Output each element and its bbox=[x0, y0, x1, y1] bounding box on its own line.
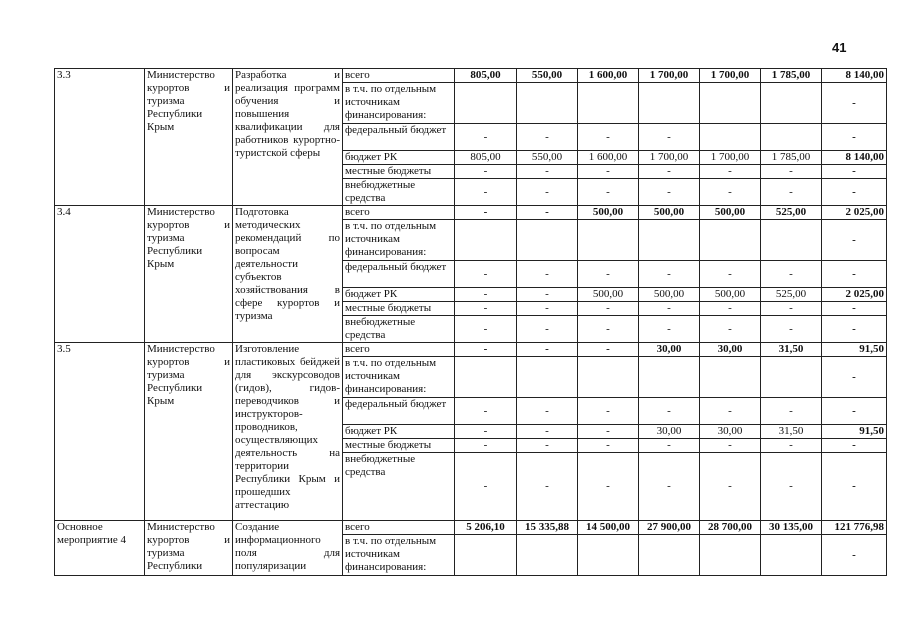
funding-source-cell: в т.ч. по отдельным источникам финансирования: bbox=[343, 83, 455, 124]
funding-source-cell: местные бюджеты bbox=[343, 439, 455, 453]
year-value-cell: - bbox=[517, 398, 578, 425]
total-value-cell: 2 025,00 bbox=[822, 288, 887, 302]
year-value-cell: 5 206,10 bbox=[455, 521, 517, 535]
year-value-cell bbox=[761, 220, 822, 261]
executor-cell: Министерство курортов и туризма Республики Крым bbox=[145, 206, 233, 343]
year-value-cell: - bbox=[455, 288, 517, 302]
funding-source-cell: внебюджетные средства bbox=[343, 453, 455, 521]
year-value-cell: - bbox=[578, 302, 639, 316]
year-value-cell: 1 700,00 bbox=[700, 69, 761, 83]
year-value-cell: - bbox=[639, 439, 700, 453]
year-value-cell bbox=[455, 83, 517, 124]
year-value-cell bbox=[700, 83, 761, 124]
year-value-cell: - bbox=[455, 316, 517, 343]
funding-source-cell: всего bbox=[343, 206, 455, 220]
total-value-cell: - bbox=[822, 179, 887, 206]
year-value-cell: 500,00 bbox=[700, 206, 761, 220]
row-code-cell: Основное мероприятие 4 bbox=[55, 521, 145, 576]
funding-source-cell: местные бюджеты bbox=[343, 302, 455, 316]
total-value-cell: - bbox=[822, 261, 887, 288]
year-value-cell: - bbox=[455, 165, 517, 179]
table-row bbox=[55, 206, 887, 220]
budget-table-body bbox=[55, 69, 887, 576]
total-value-cell: - bbox=[822, 165, 887, 179]
total-value-cell: - bbox=[822, 316, 887, 343]
total-value-cell: - bbox=[822, 357, 887, 398]
year-value-cell: 550,00 bbox=[517, 151, 578, 165]
year-value-cell bbox=[517, 357, 578, 398]
year-value-cell: 30 135,00 bbox=[761, 521, 822, 535]
year-value-cell bbox=[761, 357, 822, 398]
year-value-cell: 30,00 bbox=[700, 343, 761, 357]
activity-cell: Изготовление пластиковых бейджей для экскурсоводов (гидов), гидов-переводчиков и инструкторов-проводников, осуществляющих деятельность на территории Республики Крым и прошедших аттестацию bbox=[233, 343, 343, 521]
year-value-cell: 1 785,00 bbox=[761, 151, 822, 165]
year-value-cell: 805,00 bbox=[455, 69, 517, 83]
year-value-cell: - bbox=[700, 179, 761, 206]
activity-cell: Разработка и реализация программ обучения и повышения квалификации для работников курортно-туристской сферы bbox=[233, 69, 343, 206]
total-value-cell: 8 140,00 bbox=[822, 69, 887, 83]
year-value-cell: - bbox=[455, 206, 517, 220]
table-row bbox=[55, 69, 887, 83]
funding-source-cell: федеральный бюджет bbox=[343, 261, 455, 288]
year-value-cell: 550,00 bbox=[517, 69, 578, 83]
year-value-cell: - bbox=[455, 179, 517, 206]
year-value-cell bbox=[700, 535, 761, 576]
year-value-cell: - bbox=[700, 439, 761, 453]
year-value-cell: - bbox=[517, 302, 578, 316]
year-value-cell: 500,00 bbox=[639, 288, 700, 302]
year-value-cell: 500,00 bbox=[700, 288, 761, 302]
row-code-cell: 3.4 bbox=[55, 206, 145, 343]
budget-table bbox=[54, 68, 887, 576]
year-value-cell: - bbox=[761, 398, 822, 425]
executor-cell: Министерство курортов и туризма Республики bbox=[145, 521, 233, 576]
row-code-cell: 3.5 bbox=[55, 343, 145, 521]
year-value-cell: 28 700,00 bbox=[700, 521, 761, 535]
year-value-cell: - bbox=[578, 453, 639, 521]
table-row bbox=[55, 343, 887, 357]
year-value-cell: 31,50 bbox=[761, 343, 822, 357]
year-value-cell: - bbox=[639, 398, 700, 425]
funding-source-cell: местные бюджеты bbox=[343, 165, 455, 179]
year-value-cell: - bbox=[639, 165, 700, 179]
total-value-cell: 2 025,00 bbox=[822, 206, 887, 220]
executor-cell: Министерство курортов и туризма Республики Крым bbox=[145, 343, 233, 521]
year-value-cell: - bbox=[455, 453, 517, 521]
total-value-cell: - bbox=[822, 439, 887, 453]
year-value-cell bbox=[700, 124, 761, 151]
year-value-cell bbox=[761, 535, 822, 576]
year-value-cell bbox=[578, 220, 639, 261]
year-value-cell: 525,00 bbox=[761, 206, 822, 220]
year-value-cell bbox=[455, 357, 517, 398]
year-value-cell: - bbox=[517, 124, 578, 151]
funding-source-cell: бюджет РК bbox=[343, 425, 455, 439]
year-value-cell bbox=[455, 535, 517, 576]
total-value-cell: 121 776,98 bbox=[822, 521, 887, 535]
year-value-cell: - bbox=[700, 453, 761, 521]
funding-source-cell: бюджет РК bbox=[343, 288, 455, 302]
year-value-cell: - bbox=[578, 165, 639, 179]
year-value-cell: - bbox=[578, 124, 639, 151]
year-value-cell bbox=[761, 83, 822, 124]
year-value-cell: - bbox=[517, 179, 578, 206]
page-number: 41 bbox=[832, 40, 847, 55]
year-value-cell: - bbox=[700, 165, 761, 179]
year-value-cell: - bbox=[639, 179, 700, 206]
funding-source-cell: всего bbox=[343, 69, 455, 83]
year-value-cell: - bbox=[455, 425, 517, 439]
year-value-cell: 1 600,00 bbox=[578, 151, 639, 165]
funding-source-cell: в т.ч. по отдельным источникам финансирования: bbox=[343, 357, 455, 398]
funding-source-cell: внебюджетные средства bbox=[343, 179, 455, 206]
year-value-cell: 1 600,00 bbox=[578, 69, 639, 83]
year-value-cell: 14 500,00 bbox=[578, 521, 639, 535]
year-value-cell: 15 335,88 bbox=[517, 521, 578, 535]
year-value-cell: - bbox=[639, 453, 700, 521]
year-value-cell: - bbox=[578, 316, 639, 343]
year-value-cell bbox=[455, 220, 517, 261]
total-value-cell: - bbox=[822, 302, 887, 316]
year-value-cell: - bbox=[700, 261, 761, 288]
year-value-cell: 30,00 bbox=[700, 425, 761, 439]
total-value-cell: - bbox=[822, 124, 887, 151]
year-value-cell bbox=[700, 357, 761, 398]
year-value-cell bbox=[578, 535, 639, 576]
year-value-cell: - bbox=[517, 165, 578, 179]
year-value-cell: - bbox=[639, 316, 700, 343]
funding-source-cell: в т.ч. по отдельным источникам финансирования: bbox=[343, 535, 455, 576]
year-value-cell: 500,00 bbox=[578, 206, 639, 220]
executor-cell: Министерство курортов и туризма Республики Крым bbox=[145, 69, 233, 206]
year-value-cell bbox=[639, 535, 700, 576]
total-value-cell: - bbox=[822, 398, 887, 425]
year-value-cell: 27 900,00 bbox=[639, 521, 700, 535]
total-value-cell: 91,50 bbox=[822, 343, 887, 357]
year-value-cell: - bbox=[578, 398, 639, 425]
year-value-cell: - bbox=[455, 343, 517, 357]
year-value-cell bbox=[578, 357, 639, 398]
year-value-cell: - bbox=[455, 302, 517, 316]
year-value-cell: 30,00 bbox=[639, 425, 700, 439]
year-value-cell: - bbox=[517, 261, 578, 288]
year-value-cell: - bbox=[761, 453, 822, 521]
year-value-cell: - bbox=[578, 179, 639, 206]
year-value-cell: 1 700,00 bbox=[639, 69, 700, 83]
year-value-cell: - bbox=[761, 165, 822, 179]
year-value-cell: - bbox=[578, 439, 639, 453]
year-value-cell: 1 700,00 bbox=[700, 151, 761, 165]
year-value-cell: 30,00 bbox=[639, 343, 700, 357]
funding-source-cell: всего bbox=[343, 521, 455, 535]
year-value-cell: - bbox=[700, 398, 761, 425]
year-value-cell: - bbox=[455, 261, 517, 288]
year-value-cell: 500,00 bbox=[578, 288, 639, 302]
total-value-cell: 8 140,00 bbox=[822, 151, 887, 165]
total-value-cell: - bbox=[822, 83, 887, 124]
year-value-cell: - bbox=[761, 179, 822, 206]
funding-source-cell: в т.ч. по отдельным источникам финансирования: bbox=[343, 220, 455, 261]
year-value-cell: - bbox=[578, 261, 639, 288]
funding-source-cell: бюджет РК bbox=[343, 151, 455, 165]
year-value-cell: 500,00 bbox=[639, 206, 700, 220]
table-row bbox=[55, 521, 887, 535]
year-value-cell bbox=[639, 220, 700, 261]
year-value-cell: - bbox=[639, 261, 700, 288]
year-value-cell: - bbox=[639, 124, 700, 151]
year-value-cell: - bbox=[517, 288, 578, 302]
total-value-cell: - bbox=[822, 220, 887, 261]
year-value-cell: - bbox=[639, 302, 700, 316]
activity-cell: Подготовка методических рекомендаций по вопросам деятельности субъектов хозяйствования в сфере курортов и туризма bbox=[233, 206, 343, 343]
year-value-cell: 31,50 bbox=[761, 425, 822, 439]
year-value-cell: - bbox=[761, 439, 822, 453]
activity-cell: Создание информационного поля для популяризации bbox=[233, 521, 343, 576]
year-value-cell: 1 785,00 bbox=[761, 69, 822, 83]
year-value-cell: - bbox=[761, 316, 822, 343]
year-value-cell bbox=[761, 124, 822, 151]
year-value-cell bbox=[639, 83, 700, 124]
year-value-cell: - bbox=[455, 398, 517, 425]
year-value-cell: - bbox=[700, 302, 761, 316]
funding-source-cell: федеральный бюджет bbox=[343, 124, 455, 151]
total-value-cell: 91,50 bbox=[822, 425, 887, 439]
year-value-cell: - bbox=[517, 453, 578, 521]
year-value-cell: - bbox=[455, 439, 517, 453]
row-code-cell: 3.3 bbox=[55, 69, 145, 206]
year-value-cell: - bbox=[517, 206, 578, 220]
year-value-cell bbox=[517, 535, 578, 576]
year-value-cell: - bbox=[761, 261, 822, 288]
year-value-cell: - bbox=[700, 316, 761, 343]
total-value-cell: - bbox=[822, 535, 887, 576]
year-value-cell: - bbox=[761, 302, 822, 316]
year-value-cell bbox=[639, 357, 700, 398]
year-value-cell bbox=[578, 83, 639, 124]
funding-source-cell: внебюджетные средства bbox=[343, 316, 455, 343]
year-value-cell: - bbox=[578, 343, 639, 357]
year-value-cell: 1 700,00 bbox=[639, 151, 700, 165]
year-value-cell bbox=[517, 220, 578, 261]
year-value-cell: 805,00 bbox=[455, 151, 517, 165]
year-value-cell: 525,00 bbox=[761, 288, 822, 302]
year-value-cell: - bbox=[578, 425, 639, 439]
total-value-cell: - bbox=[822, 453, 887, 521]
funding-source-cell: федеральный бюджет bbox=[343, 398, 455, 425]
year-value-cell: - bbox=[517, 343, 578, 357]
year-value-cell: - bbox=[517, 425, 578, 439]
year-value-cell: - bbox=[455, 124, 517, 151]
year-value-cell: - bbox=[517, 439, 578, 453]
year-value-cell: - bbox=[517, 316, 578, 343]
funding-source-cell: всего bbox=[343, 343, 455, 357]
year-value-cell bbox=[517, 83, 578, 124]
year-value-cell bbox=[700, 220, 761, 261]
